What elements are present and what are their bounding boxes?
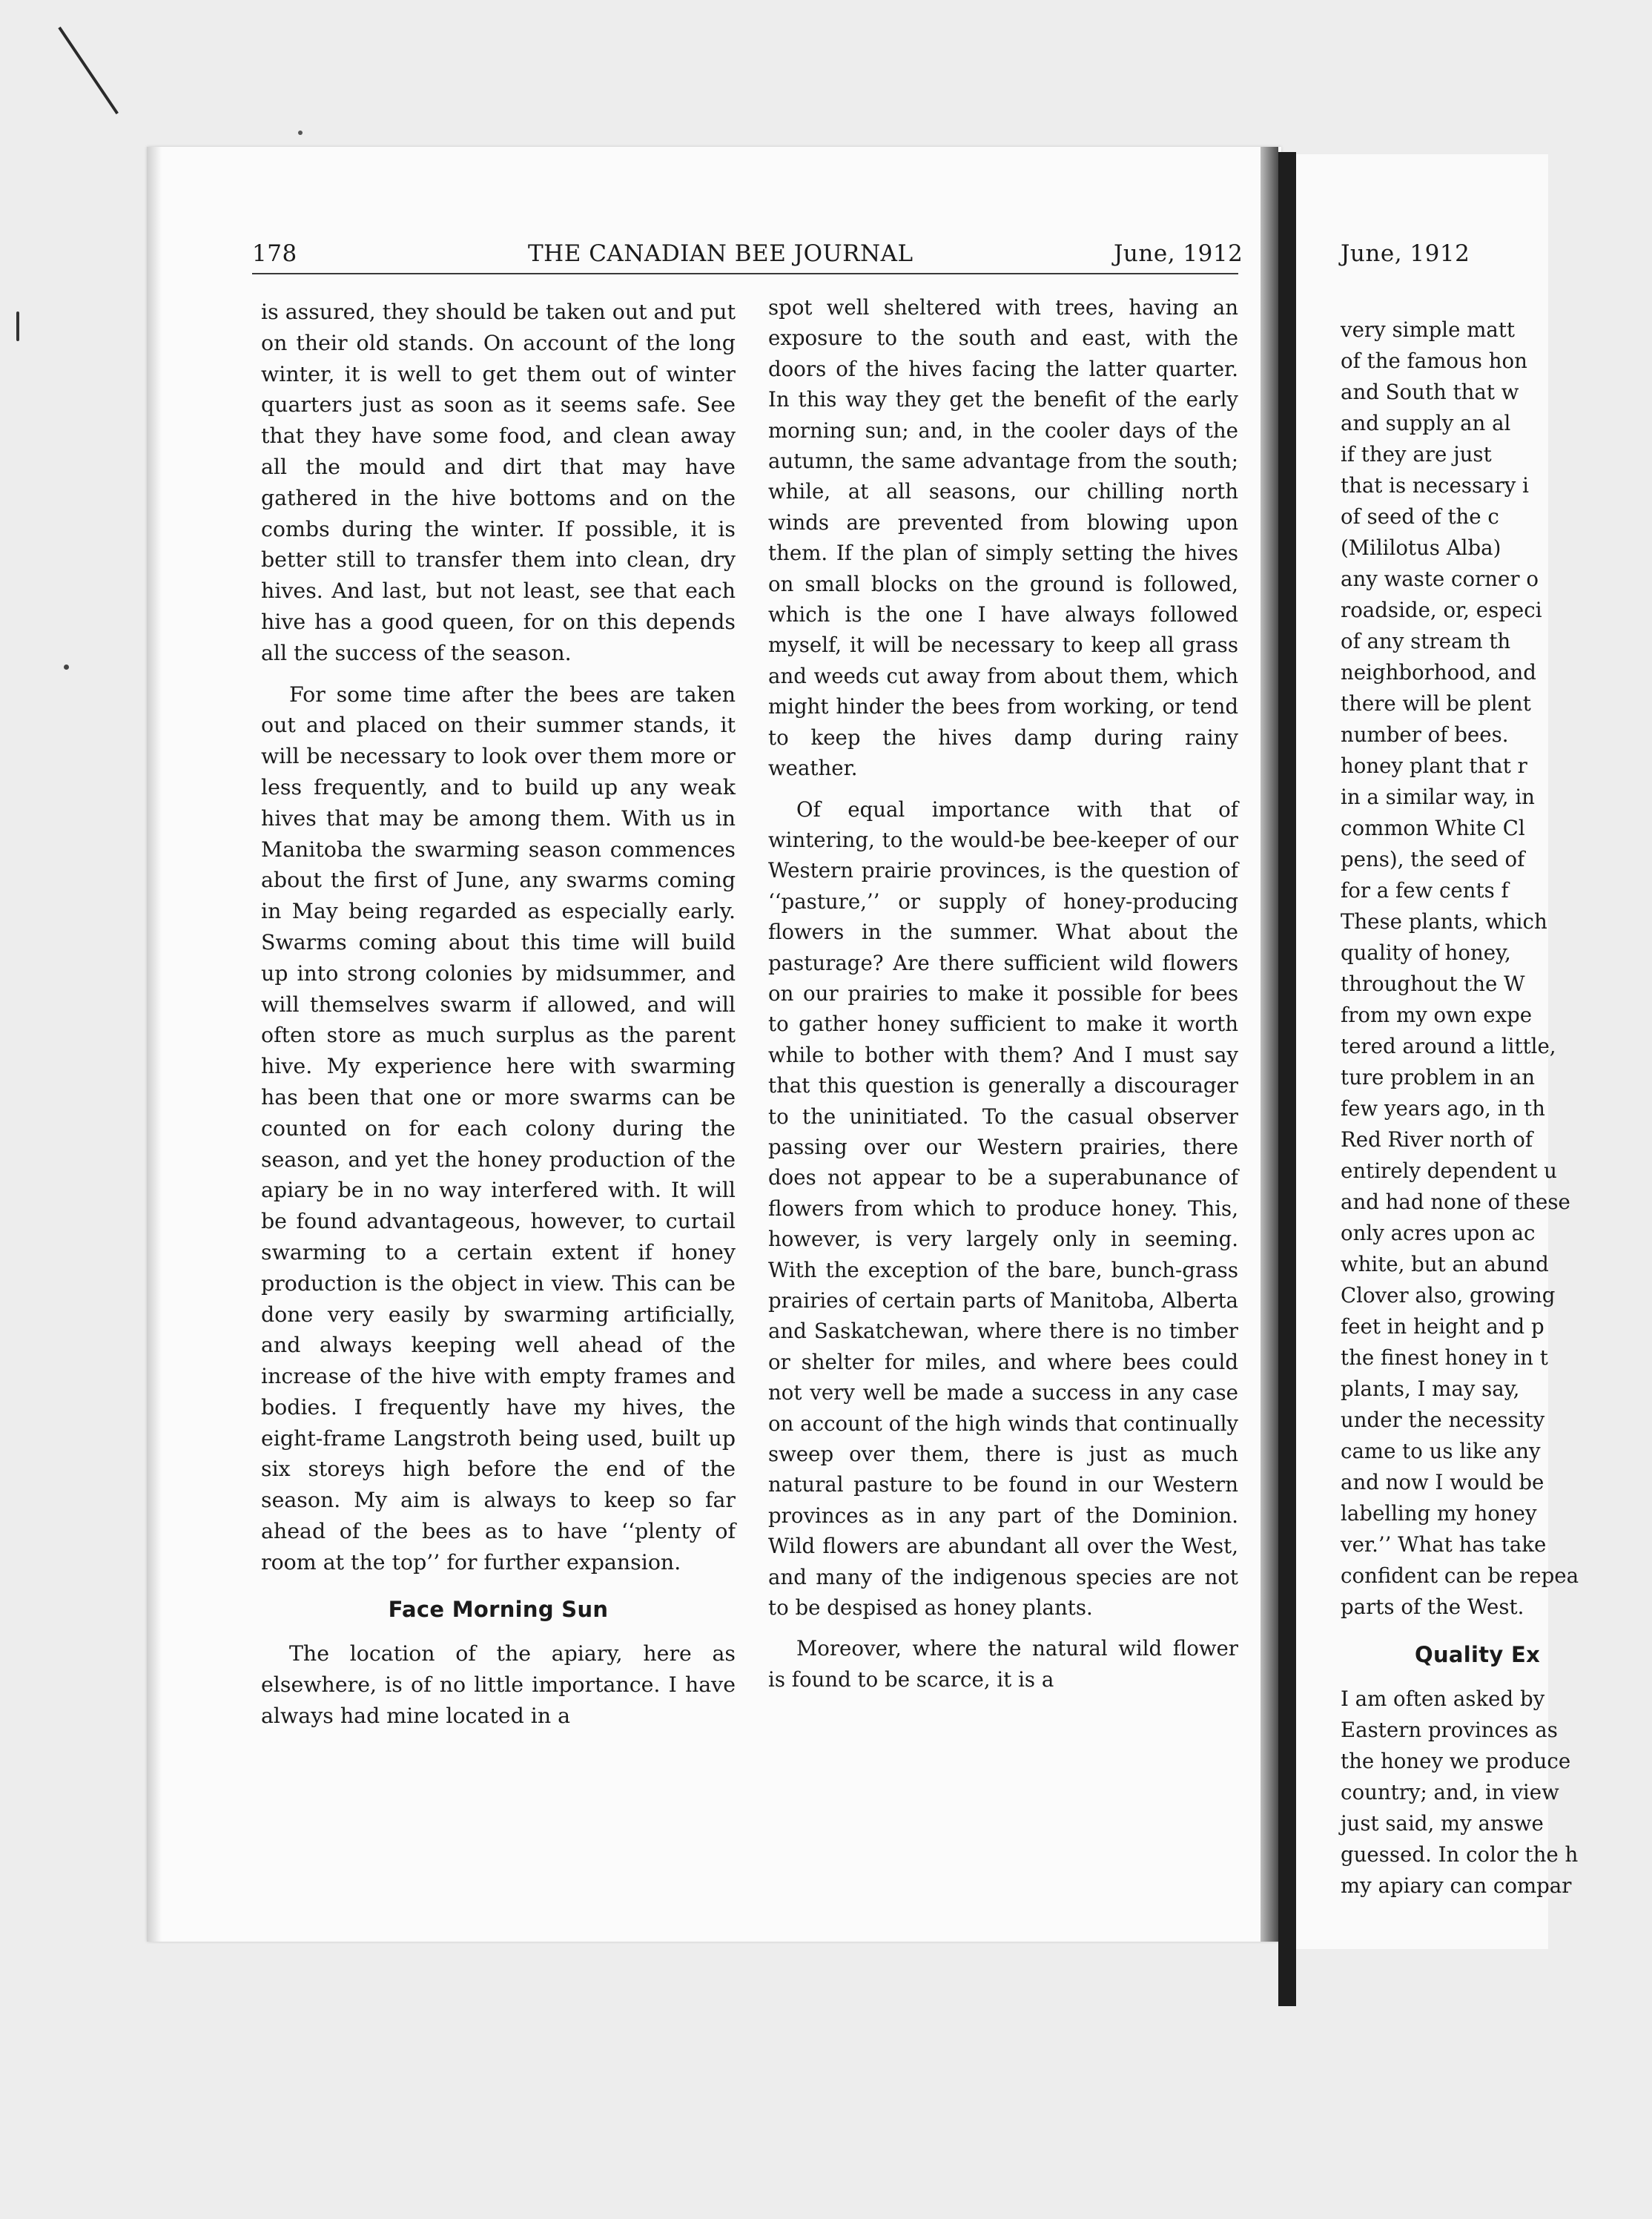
scan-edge-mark — [16, 311, 19, 341]
text-line: any waste corner o — [1341, 567, 1539, 591]
text-line: just said, my answe — [1341, 1811, 1544, 1836]
text-line: throughout the W — [1341, 972, 1525, 996]
text-line: of the famous hon — [1341, 349, 1527, 373]
text-line: pens), the seed of — [1341, 847, 1525, 871]
text-line: plants, I may say, — [1341, 1376, 1520, 1401]
text-column-3-cropped — [1341, 314, 1652, 1902]
text-line: only acres upon ac — [1341, 1221, 1536, 1245]
issue-date: June, 1912 — [1114, 240, 1243, 267]
book-spine — [1278, 152, 1296, 2006]
paragraph: is assured, they should be taken out and put on their old stands. On account of the long winter, it is well to get them out of winter quarters just as soon as it seems safe. See that they have some food, and clean away all the mould and dirt that may have gathered in the hive bottoms and on the combs during the winter. If possible, it is better still to transfer them into clean, dry hives. And last, but not least, see that each hive has a good queen, for on this depends all the success of the season. — [261, 300, 736, 665]
text-line: Clover also, growing — [1341, 1283, 1556, 1308]
text-line: roadside, or, especi — [1341, 598, 1542, 622]
text-line: for a few cents f — [1341, 878, 1509, 903]
text-line: if they are just — [1341, 442, 1492, 466]
text-line: few years ago, in th — [1341, 1096, 1545, 1121]
text-line: honey plant that r — [1341, 754, 1527, 778]
text-line: guessed. In color the h — [1341, 1842, 1579, 1867]
text-line: These plants, which — [1341, 909, 1547, 934]
text-line: the honey we produce — [1341, 1749, 1571, 1773]
text-line: entirely dependent u — [1341, 1158, 1557, 1183]
header-rule — [252, 273, 1238, 274]
right-page-date: June, 1912 — [1341, 240, 1470, 267]
text-line: white, but an abund — [1341, 1252, 1549, 1276]
paragraph: For some time after the bees are taken out and placed on their summer stands, it will be necessary to look over them more or less frequently, and to build up any weak hives that may be among them. With us in Manitoba the swarming season commences about the first of June, any swarms coming in May being regarded as especially early. Swarms coming about this time will build up into strong colonies by midsummer, and will themselves swarm if allowed, and will often store as much surplus as the parent hive. My experience here with swarming has been that one or more swarms can be counted on for each colony during the season, and yet the honey production of the apiary be in no way interfered with. It will be found advantageous, however, to curtail swarming to a certain extent if honey production is the object in view. This can be done very easily by swarming artificially, and always keeping well ahead of the increase of the hive with empty frames and bodies. I frequently have my hives, the eight-frame Langstroth being used, built up six storeys high before the end of the season. My aim is always to keep so far ahead of the bees as to have ‘‘plenty of room at the top’’ for further expansion. — [261, 682, 736, 1575]
text-line: quality of honey, — [1341, 940, 1511, 965]
text-line: my apiary can compar — [1341, 1873, 1572, 1898]
text-line: and now I would be — [1341, 1470, 1544, 1494]
text-line: of any stream th — [1341, 629, 1511, 653]
text-column-1 — [261, 297, 736, 1732]
text-line: parts of the West. — [1341, 1595, 1524, 1619]
text-line: and supply an al — [1341, 411, 1511, 435]
text-line: Eastern provinces as — [1341, 1718, 1558, 1742]
text-line: came to us like any — [1341, 1439, 1541, 1463]
text-line: feet in height and p — [1341, 1314, 1544, 1339]
scan-dust-mark — [64, 665, 69, 670]
paragraph: The location of the apiary, here as elsewhere, is of no little importance. I have always had mine located in a — [261, 1641, 736, 1729]
text-line: and had none of these — [1341, 1190, 1570, 1214]
text-line: Red River north of — [1341, 1127, 1533, 1152]
scan-dust-mark-top — [298, 131, 303, 135]
page-number: 178 — [252, 240, 297, 267]
text-line: under the necessity — [1341, 1408, 1545, 1432]
text-line: labelling my honey — [1341, 1501, 1537, 1526]
text-line: tered around a little, — [1341, 1034, 1556, 1058]
section-heading: Quality Ex — [1415, 1642, 1541, 1667]
journal-title: THE CANADIAN BEE JOURNAL — [528, 240, 913, 267]
text-line: number of bees. — [1341, 722, 1509, 747]
section-heading: Face Morning Sun — [388, 1596, 609, 1622]
text-line: common White Cl — [1341, 816, 1525, 840]
text-line: neighborhood, and — [1341, 660, 1536, 685]
paragraph: spot well sheltered with trees, having an exposure to the south and east, with the doors of the hives facing the latter quarter. In this way they get the benefit of the early morning sun; and, in the cooler days of the autumn, the same advantage from the south; while, at all seasons, our chilling north winds are prevented from blowing upon them. If the plan of simply setting the hives on small blocks on the ground is followed, which is the one I have always followed myself, it will be necessary to keep all grass and weeds cut away from about them, which might hinder the bees from working, or tend to keep the hives damp during rainy weather. — [768, 295, 1238, 781]
text-line: from my own expe — [1341, 1003, 1533, 1027]
text-line: of seed of the c — [1341, 504, 1499, 529]
text-line: there will be plent — [1341, 691, 1531, 716]
text-line: the finest honey in t — [1341, 1345, 1548, 1370]
paragraph: Moreover, where the natural wild flower is found to be scarce, it is a — [768, 1636, 1238, 1692]
text-line: country; and, in view — [1341, 1780, 1559, 1804]
text-line: ver.’’ What has take — [1341, 1532, 1547, 1557]
text-column-2 — [768, 292, 1238, 1695]
text-line: ture problem in an — [1341, 1065, 1535, 1089]
page-edge-shadow — [147, 147, 162, 1942]
text-line: confident can be repea — [1341, 1563, 1579, 1588]
paragraph: Of equal importance with that of wintering, to the would-be bee-keeper of our Western prairie provinces, is the question of ‘‘pasture,’’ or supply of honey-producing flowers in the summer. What about the pasturage? Are there sufficient wild flowers on our prairies to make it possible for bees to gather honey sufficient to make it worth while to bother with them? And I must say that this question is generally a discourager to the uninitiated. To the casual observer passing over our Western prairies, there does not appear to be a superabunance of flowers from which to produce honey. This, however, is very largely only in seeming. With the exception of the bare, bunch-grass prairies of certain parts of Manitoba, Alberta and Saskatchewan, where there is no timber or shelter for miles, and where bees could not very well be made a success in any case on account of the high winds that continually sweep over them, there is just as much natural pasture to be found in our Western provinces as in any part of the Dominion. Wild flowers are abundant all over the West, and many of the indigenous species are not to be despised as honey plants. — [768, 797, 1238, 1620]
scan-corner-mark — [58, 27, 119, 114]
text-line: and South that w — [1341, 380, 1519, 404]
text-line: very simple matt — [1341, 317, 1516, 342]
text-line: I am often asked by — [1341, 1686, 1545, 1711]
text-line: (Mililotus Alba) — [1341, 535, 1501, 560]
text-line: that is necessary i — [1341, 473, 1529, 498]
text-line: in a similar way, in — [1341, 785, 1535, 809]
page-gutter — [1261, 147, 1278, 1942]
